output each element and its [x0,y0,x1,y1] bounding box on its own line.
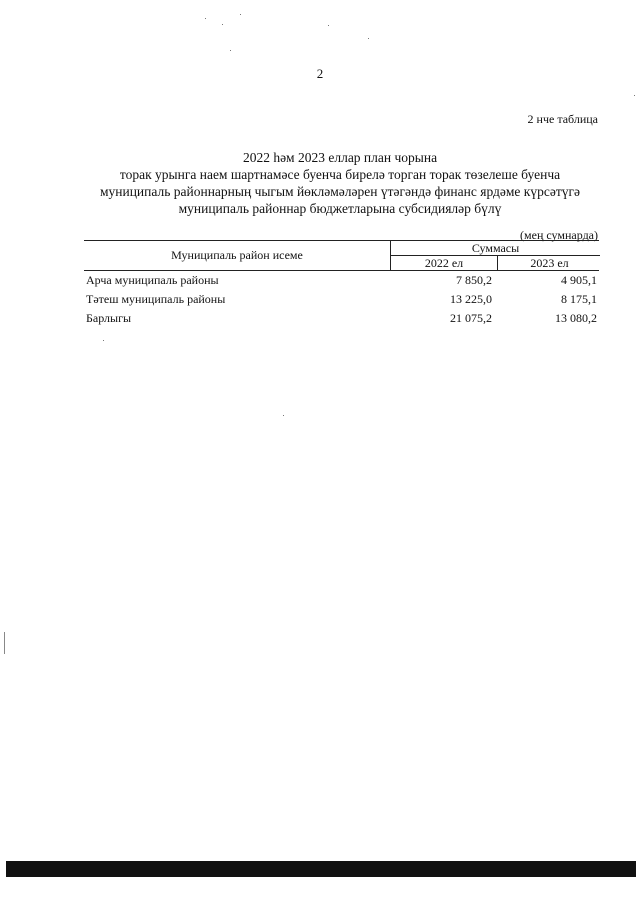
header-year-2023: 2023 ел [497,256,601,270]
scan-speck [230,50,231,51]
title-line: торак урынга наем шартнамәсе буенча бирелә торган торак төзелеше буенча [119,167,561,182]
header-year-2022: 2022 ел [424,256,464,270]
scan-speck [368,38,369,39]
value-2023: 8 175,1 [561,292,597,306]
table-row-total [84,309,599,328]
scan-speck [103,340,104,341]
unit-note: (мең сумнарда) [520,228,598,242]
title-line: муниципаль районнар бюджетларына субсидияләр бүлү [178,201,502,216]
header-sums: Суммасы [391,241,600,256]
value-2023: 4 905,1 [561,273,597,287]
scan-speck [283,415,284,416]
document-title [60,149,620,217]
table-label: 2 нче таблица [527,112,598,126]
scan-speck [328,25,329,26]
subsidy-table [84,240,599,328]
table-header [84,240,599,271]
district-name: Тәтеш муниципаль районы [86,292,226,306]
scan-speck [205,18,206,19]
table-row [84,271,599,290]
table-row [84,290,599,309]
scan-speck [222,24,223,25]
district-name: Арча муниципаль районы [86,273,219,287]
title-line: муниципаль районнарның чыгым йөкләмәләрен үтәгәндә финанс ярдәме күрсәтүгә [99,184,581,199]
value-2022: 7 850,2 [456,273,492,287]
scan-speck [634,95,635,96]
scan-edge-mark [4,632,5,654]
header-district-name: Муниципаль район исеме [171,248,303,262]
page-number: 2 [316,66,324,81]
scan-bottom-border [6,861,636,877]
title-line: 2022 һәм 2023 еллар план чорына [242,150,438,165]
value-2022: 13 225,0 [450,292,492,306]
header-sums-group [390,241,600,270]
total-2022: 21 075,2 [450,311,492,325]
total-2023: 13 080,2 [555,311,597,325]
scan-speck [240,14,241,15]
total-label: Барлыгы [86,311,132,325]
